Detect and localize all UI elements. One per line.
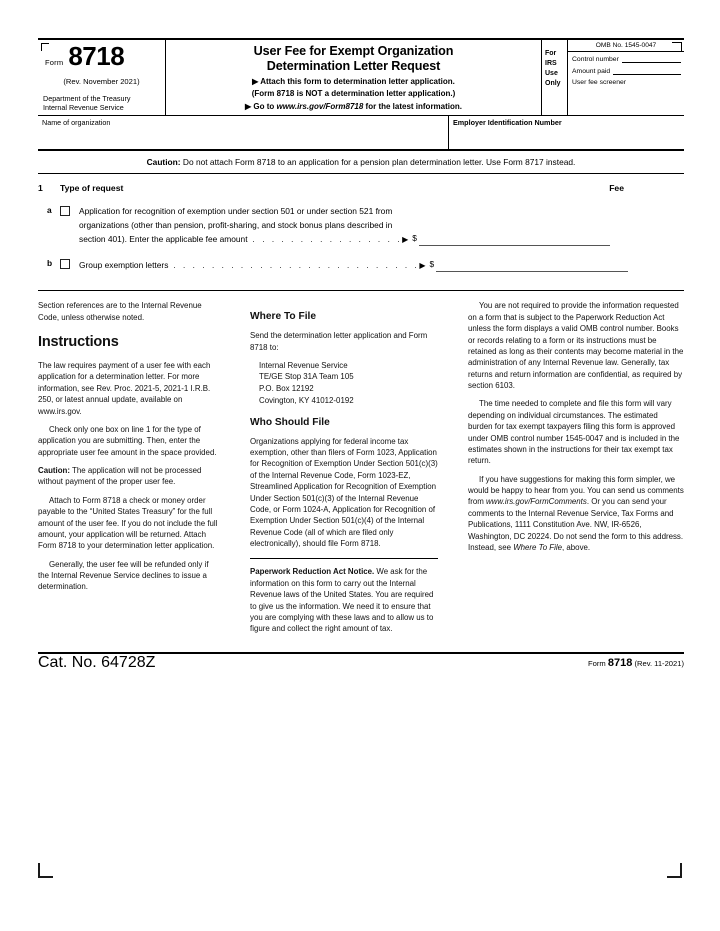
section-references: Section references are to the Internal Revenue Code, unless otherwise noted. (38, 301, 202, 322)
option-b-leaders: . . . . . . . . . . . . . . . . . . . . . . . . . . (173, 260, 420, 270)
option-b-text (79, 258, 684, 272)
caution-banner (38, 151, 684, 174)
irs-mailing-address (259, 360, 438, 406)
option-a-currency-symbol: $ (412, 232, 417, 243)
form-comments-url[interactable]: www.irs.gov/FormComments (485, 497, 587, 507)
option-a-fee-entry[interactable] (412, 232, 610, 246)
option-a-text (79, 205, 684, 246)
goto-prefix: Go to (253, 101, 277, 111)
who-should-file-text: Organizations applying for federal income tax exemption, other than filers of Form 1023, Application for Recognition of Exemption Under Section 501(c)(3) of the Internal Revenue Code, Form 1023-EZ, Streamlined Application for Recognition of Exemption Under Section 501(c)(3) of the Internal Revenue Code, or Form 1024-A, Application for Recognition of Exemption Under Section 501(c)(4) of the Internal Revenue Code (all of which are filed only electronically), should file Form 8718. (250, 436, 438, 549)
attach-instruction (172, 77, 535, 88)
instructions-p4: Attach to Form 8718 a check or money order payable to the “United States Treasury” for the full amount of the user fee. If you do not include the full amount, your application will be returned. Attach Form 8718 to your determination letter application. (38, 495, 218, 551)
not-application-note: (Form 8718 is NOT a determination letter application.) (251, 89, 456, 99)
instructions-caution-label: Caution: (38, 466, 70, 476)
where-to-file-heading: Where To File (250, 311, 317, 323)
agency-line-1: Department of the Treasury (43, 94, 131, 103)
form-title-block (166, 40, 542, 115)
option-a-row (38, 193, 684, 246)
option-b-letter: b (47, 258, 53, 269)
line-1-number: 1 (38, 183, 43, 194)
column-3-p3-part-c: , above. (562, 542, 591, 552)
ein-field[interactable] (449, 116, 684, 149)
amount-paid-label: Amount paid (572, 68, 611, 75)
amount-paid-input[interactable] (613, 67, 681, 75)
agency-line-2: Internal Revenue Service (43, 103, 124, 113)
option-b-fee-input[interactable] (436, 260, 627, 272)
footer-form-number: 8718 (607, 656, 633, 669)
form-title-line-1: User Fee for Exempt Organization (253, 44, 454, 58)
address-line-3: P.O. Box 12192 (259, 383, 314, 393)
arrow-icon-2: ▶ (244, 101, 252, 111)
form-word-label: Form (45, 58, 64, 67)
corner-tick-icon-right (672, 42, 682, 52)
option-b-arrow-icon: ▶ (419, 260, 426, 270)
form-number-line (42, 43, 161, 69)
option-a-line-2: organizations (other than pension, profit-sharing, and stock bonus plans described in (79, 219, 393, 230)
option-a-line-3-row (79, 232, 684, 246)
instructions-caution-paragraph (38, 465, 220, 488)
omb-number: OMB No. 1545-0047 (568, 40, 684, 52)
instructions-column-2 (250, 300, 468, 641)
control-number-row (568, 52, 684, 64)
irs-use-line-2: IRS (545, 60, 557, 68)
option-b-currency-symbol: $ (429, 259, 435, 270)
line-1-header (38, 174, 684, 193)
caution-text: Do not attach Form 8718 to an application for a pension plan determination letter. Use Form 8717 instead. (180, 157, 576, 168)
option-b-line-row (79, 258, 684, 272)
paperwork-notice-text: We ask for the information on this form to carry out the Internal Revenue laws of the United States. You are required to give us the information. We need it to ensure that you are complying with these laws and to allow us to figure and collect the right amount of tax. (250, 567, 434, 634)
issuing-agency (42, 94, 161, 112)
instructions-heading: Instructions (38, 334, 119, 351)
caution-label: Caution: (146, 157, 181, 168)
option-a-line-3: section 401). Enter the applicable fee amount (79, 233, 248, 244)
corner-tick-icon (41, 43, 49, 51)
irs-use-line-3: Use (545, 70, 558, 78)
option-a-fee-input[interactable] (419, 234, 610, 246)
omb-block (568, 40, 684, 115)
form-footer (38, 654, 684, 670)
instructions-area (38, 291, 684, 641)
footer-revision: (Rev. 11-2021) (634, 658, 684, 668)
instructions-caution-text: The application will not be processed without payment of the proper user fee. (38, 466, 202, 487)
goto-suffix: for the latest information. (363, 101, 462, 111)
column-2-divider (250, 558, 438, 559)
form-number: 8718 (68, 41, 125, 71)
irs-use-line-4: Only (545, 80, 561, 88)
form-content (38, 38, 684, 670)
name-of-organization-label: Name of organization (42, 117, 111, 127)
option-a-line-1: Application for recognition of exemption under section 501 or under section 521 from (79, 206, 393, 217)
where-to-file-crossref: Where To File (513, 542, 563, 552)
form-title-line-2: Determination Letter Request (266, 59, 441, 74)
control-number-label: Control number (572, 56, 619, 63)
line-1-label: Type of request (60, 183, 124, 194)
column-3-p3 (468, 474, 684, 554)
column-3-p3-part-a: If you have suggestions for making this form simpler, we would be happy to hear from you. You can send us comments from (468, 474, 684, 507)
column-3-p1: You are not required to provide the information requested on a form that is subject to the Paperwork Reduction Act unless the form displays a valid OMB control number. Books or records relating to a form or its instructions must be retained as long as their contents may become material in the administration of any Internal Revenue law. Generally, tax returns and return information are confidential, as required by section 6103. (468, 301, 684, 391)
fee-column-header: Fee (609, 183, 624, 194)
form-revision-date: (Rev. November 2021) (63, 77, 140, 86)
option-b-line-1: Group exemption letters (79, 260, 169, 271)
arrow-icon: ▶ (252, 76, 259, 86)
organization-identity-row (38, 116, 684, 151)
column-3-p3-part-b: . Or you can send your comments to the Internal Revenue Service, Tax Forms and Publications, 1111 Constitution Ave. NW, IR-6526, Washington, DC 20224. Do not send the form to this address. Instead, see (468, 497, 684, 552)
instructions-p1: The law requires payment of a user fee with each application for a determination letter. For more information, see Rev. Proc. 2021-5, 2021-1 I.R.B. 250, or latest annual update, available on www.irs.gov. (38, 361, 211, 416)
option-a-arrow-icon: ▶ (402, 234, 409, 244)
option-a-leaders: . . . . . . . . . . . . . . . . (252, 234, 403, 244)
paperwork-notice-paragraph (250, 566, 438, 634)
goto-url-line (172, 102, 535, 113)
control-number-input[interactable] (622, 55, 681, 63)
paperwork-notice-label: Paperwork Reduction Act Notice. (250, 567, 375, 577)
user-fee-screener-label: User fee screener (572, 79, 627, 86)
option-b-fee-entry[interactable] (430, 258, 628, 272)
user-fee-screener-row (568, 76, 684, 87)
instructions-column-1 (38, 300, 250, 641)
address-line-4: Covington, KY 41012-0192 (259, 395, 354, 405)
user-fee-screener-input[interactable] (629, 79, 681, 86)
footer-form-reference (588, 657, 684, 669)
ein-label: Employer Identification Number (453, 117, 562, 127)
registration-mark-bottom-right (667, 863, 682, 878)
registration-mark-bottom-left (38, 863, 53, 878)
address-line-1: Internal Revenue Service (259, 360, 348, 370)
name-of-organization-field[interactable] (38, 116, 449, 149)
instructions-p2: Check only one box on line 1 for the type of application you are submitting. Then, enter the appropriate user fee amount in the space provided. (38, 424, 217, 457)
who-should-file-heading: Who Should File (250, 417, 330, 429)
attach-instruction-text: Attach this form to determination letter application. (260, 76, 455, 86)
form-header (38, 38, 684, 116)
amount-paid-row (568, 64, 684, 76)
irs-use-only-label (542, 40, 568, 115)
instructions-p5: Generally, the user fee will be refunded only if the Internal Revenue Service declines to issue a determination. (38, 559, 209, 592)
footer-form-label: Form (588, 658, 606, 668)
form-identity-block (38, 40, 166, 115)
instructions-column-3 (468, 300, 684, 641)
where-to-file-text: Send the determination letter application and Form 8718 to: (250, 331, 428, 352)
column-3-p2: The time needed to complete and file this form will vary depending on individual circumstances. The estimated burden for tax exempt taxpayers filing this form is approved under OMB control number 1545-0047 and is included in the estimates shown in the instructions for their tax exempt tax return. (468, 399, 680, 466)
irs-use-line-1: For (545, 50, 557, 57)
catalog-number: Cat. No. 64728Z (38, 653, 156, 671)
option-a-checkbox[interactable] (60, 206, 70, 216)
option-b-row (38, 246, 684, 272)
option-b-checkbox[interactable] (60, 259, 70, 269)
address-line-2: TE/GE Stop 31A Team 105 (259, 372, 354, 382)
option-a-letter: a (47, 205, 52, 216)
irs-form-url[interactable]: www.irs.gov/Form8718 (276, 101, 364, 111)
